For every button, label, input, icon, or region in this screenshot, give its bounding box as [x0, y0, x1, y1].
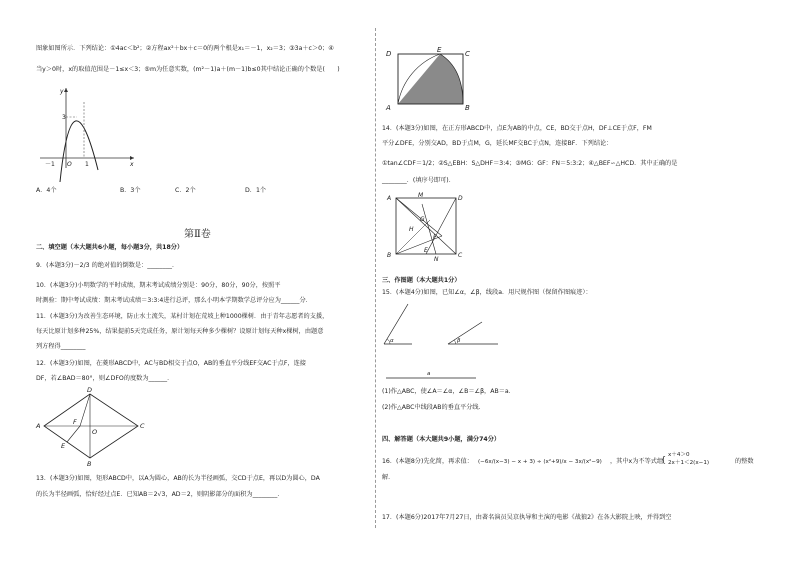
column-divider [375, 28, 376, 528]
graph-label-3: 3 [62, 114, 66, 121]
label-a: a [427, 371, 431, 377]
graph-label-x: x [130, 161, 134, 168]
question-10-line-1: 10．(本题3分)小明数学的平时成绩，期末考试成绩分别是：90分，80分，90分，按照平 [36, 282, 281, 289]
graph-label-y: y [60, 88, 64, 95]
graph-label-1: 1 [85, 161, 89, 168]
question-11-line-3: 列方程得________ [36, 343, 86, 350]
continued-question-line-2: 当y＞0时，x的取值范围是－1≤x＜3；⑤m为任意实数，(m²－1)a＋(m－1)b≤0其中结论正确的个数是( ) [36, 66, 340, 73]
question-12-line-2: DF，若∠BAD＝80°，则∠DFO的度数为______． [36, 375, 174, 382]
rhombus-label-b: B [87, 460, 92, 468]
square-label-m: M [418, 192, 424, 199]
angle-alpha-ray [384, 304, 408, 344]
question-13-line-1: 13．(本题3分)如图，矩形ABCD中，以A为圆心，AB的长为半径画弧，交CD于点E，再以D为圆心，DA [36, 475, 320, 482]
question-16-end: 解． [382, 474, 395, 481]
rect-label-e: E [437, 46, 442, 54]
part3-heading: 三、作图题（本大题共1分） [382, 277, 461, 284]
construction-figure [380, 298, 560, 380]
square-label-h: H [409, 226, 414, 233]
rhombus-label-a: A [36, 422, 41, 430]
segment-df [80, 394, 90, 426]
rhombus-label-e: E [61, 442, 66, 450]
rect-label-b: B [465, 104, 470, 112]
rectangle-arc-figure [384, 46, 474, 112]
rect-label-a: A [386, 104, 391, 112]
part4-heading: 四、解答题（本大题共9小题，满分74分） [382, 436, 501, 443]
part2-heading: 二、填空题（本大题共6小题，每小题3分，共18分） [36, 244, 184, 251]
option-a: A．4个 [36, 187, 57, 194]
rhombus-label-d: D [87, 386, 93, 394]
question-16-middle: ，其中x为不等式组 [610, 458, 664, 465]
rect-label-c: C [465, 50, 470, 58]
question-10-line-2: 时测验：期中考试成绩：期末考试成绩＝3:3:4进行总评，那么小明本学期数学总评分应为______分． [36, 297, 312, 304]
question-16-intro: 16．(本题8分)先化简，再求值： [382, 458, 473, 465]
question-12-line-1: 12．(本题3分)如图，在菱形ABCD中，AC与BD相交于点O，AB的垂直平分线EF交AC于点F，连接 [36, 360, 306, 367]
label-beta: β [457, 338, 461, 344]
option-c: C．2个 [175, 187, 196, 194]
rhombus-label-c: C [140, 422, 145, 430]
question-14-line-3: ①tan∠CDF＝1/2；②S△EBH：S△DHF＝3:4；③MG：GF：FN＝5:3:2；④△BEF∽△HCD．其中正确的是 [382, 160, 678, 167]
square-label-g: G [420, 216, 425, 223]
rect-label-d: D [386, 50, 392, 58]
y-axis-arrow [64, 88, 68, 92]
label-alpha: α [390, 338, 394, 344]
square-label-b: B [387, 252, 392, 259]
option-b: B．3个 [120, 187, 141, 194]
square-label-e: E [424, 247, 428, 254]
segment-ce [426, 198, 456, 254]
diagonal-bd [396, 198, 456, 254]
parabola-graph [36, 86, 136, 170]
square-label-n: N [434, 256, 439, 263]
question-13-line-2: 的长为半径画弧，恰好经过点E．已知AB＝2√3，AD＝2，则阴影部分的面积为________． [36, 491, 284, 498]
section-title: 第Ⅱ卷 [184, 229, 211, 240]
graph-label-origin: O [67, 161, 72, 168]
question-14-line-4: ________．(填序号即可)． [382, 177, 455, 184]
segment-df [396, 198, 442, 236]
question-14-line-2: 平分∠DFE，分别交AD，BD于点M，G，延长MF交BC于点N，连接BF．下列结论： [382, 140, 613, 147]
angle-beta-arc [454, 340, 456, 344]
continued-question-line-1: 图象如图所示．下列结论：①4ac＜b²；②方程ax²＋bx＋c＝0的两个根是x₁＝－1，x₂＝3；③3a＋c＞0；④ [36, 45, 334, 52]
question-11-line-2: 每天比原计划多种25%，结果提前5天完成任务，原计划每天种多少棵树？设原计划每天种x棵树，由题意 [36, 328, 324, 335]
option-d: D．1个 [245, 187, 267, 194]
inequality-1: x＋4＞0 [668, 452, 690, 458]
square-figure [384, 190, 464, 262]
question-11-line-1: 11．(本题3分)为改善生态环境，防止水土流失，某村计划在荒坡上种1000棵树．由于青年志愿者的支援， [36, 313, 329, 320]
question-15-part-1: (1)作△ABC，使∠A＝∠α，∠B＝∠β，AB＝a． [382, 388, 515, 395]
angle-beta-ray [448, 322, 482, 344]
question-15-part-2: (2)作△ABC中线段AB的垂直平分线． [382, 404, 485, 411]
x-axis-arrow [130, 156, 134, 160]
rhombus-label-o: O [92, 428, 98, 436]
system-brace: { [661, 455, 667, 464]
question-16-expression: (−6x/(x−3) − x + 3) ÷ (x²+9)/x − 3x/(x²−9) [478, 459, 602, 465]
rhombus-label-f: F [73, 418, 77, 426]
square-label-c: C [458, 252, 463, 259]
square-label-d: D [458, 195, 463, 202]
question-15: 15．(本题4分)如图，已知∠α，∠β，线段a．用尺规作图（保留作图痕迹）： [382, 289, 592, 296]
graph-label-neg1: －1 [45, 161, 55, 168]
inequality-2: 2x＋1＜2(x−1) [668, 460, 710, 466]
square-label-a: A [387, 195, 392, 202]
question-9: 9．(本题3分)－2/3 的绝对值的倒数是：________． [36, 262, 179, 269]
question-14-line-1: 14．(本题3分)如图，在正方形ABCD中，点E为AB的中点，CE，BD交于点H，DF⊥CE于点F，FM [382, 125, 652, 132]
question-16-tail: 的整数 [735, 458, 754, 465]
question-17: 17．(本题6分)2017年7月27日，由著名演员吴京执导和主演的电影《战狼2》在各大影院上映，并得到空 [382, 514, 672, 521]
square-label-f: F [433, 234, 437, 241]
rhombus-figure [36, 386, 146, 466]
perpendicular-bisector-ef [67, 426, 80, 442]
